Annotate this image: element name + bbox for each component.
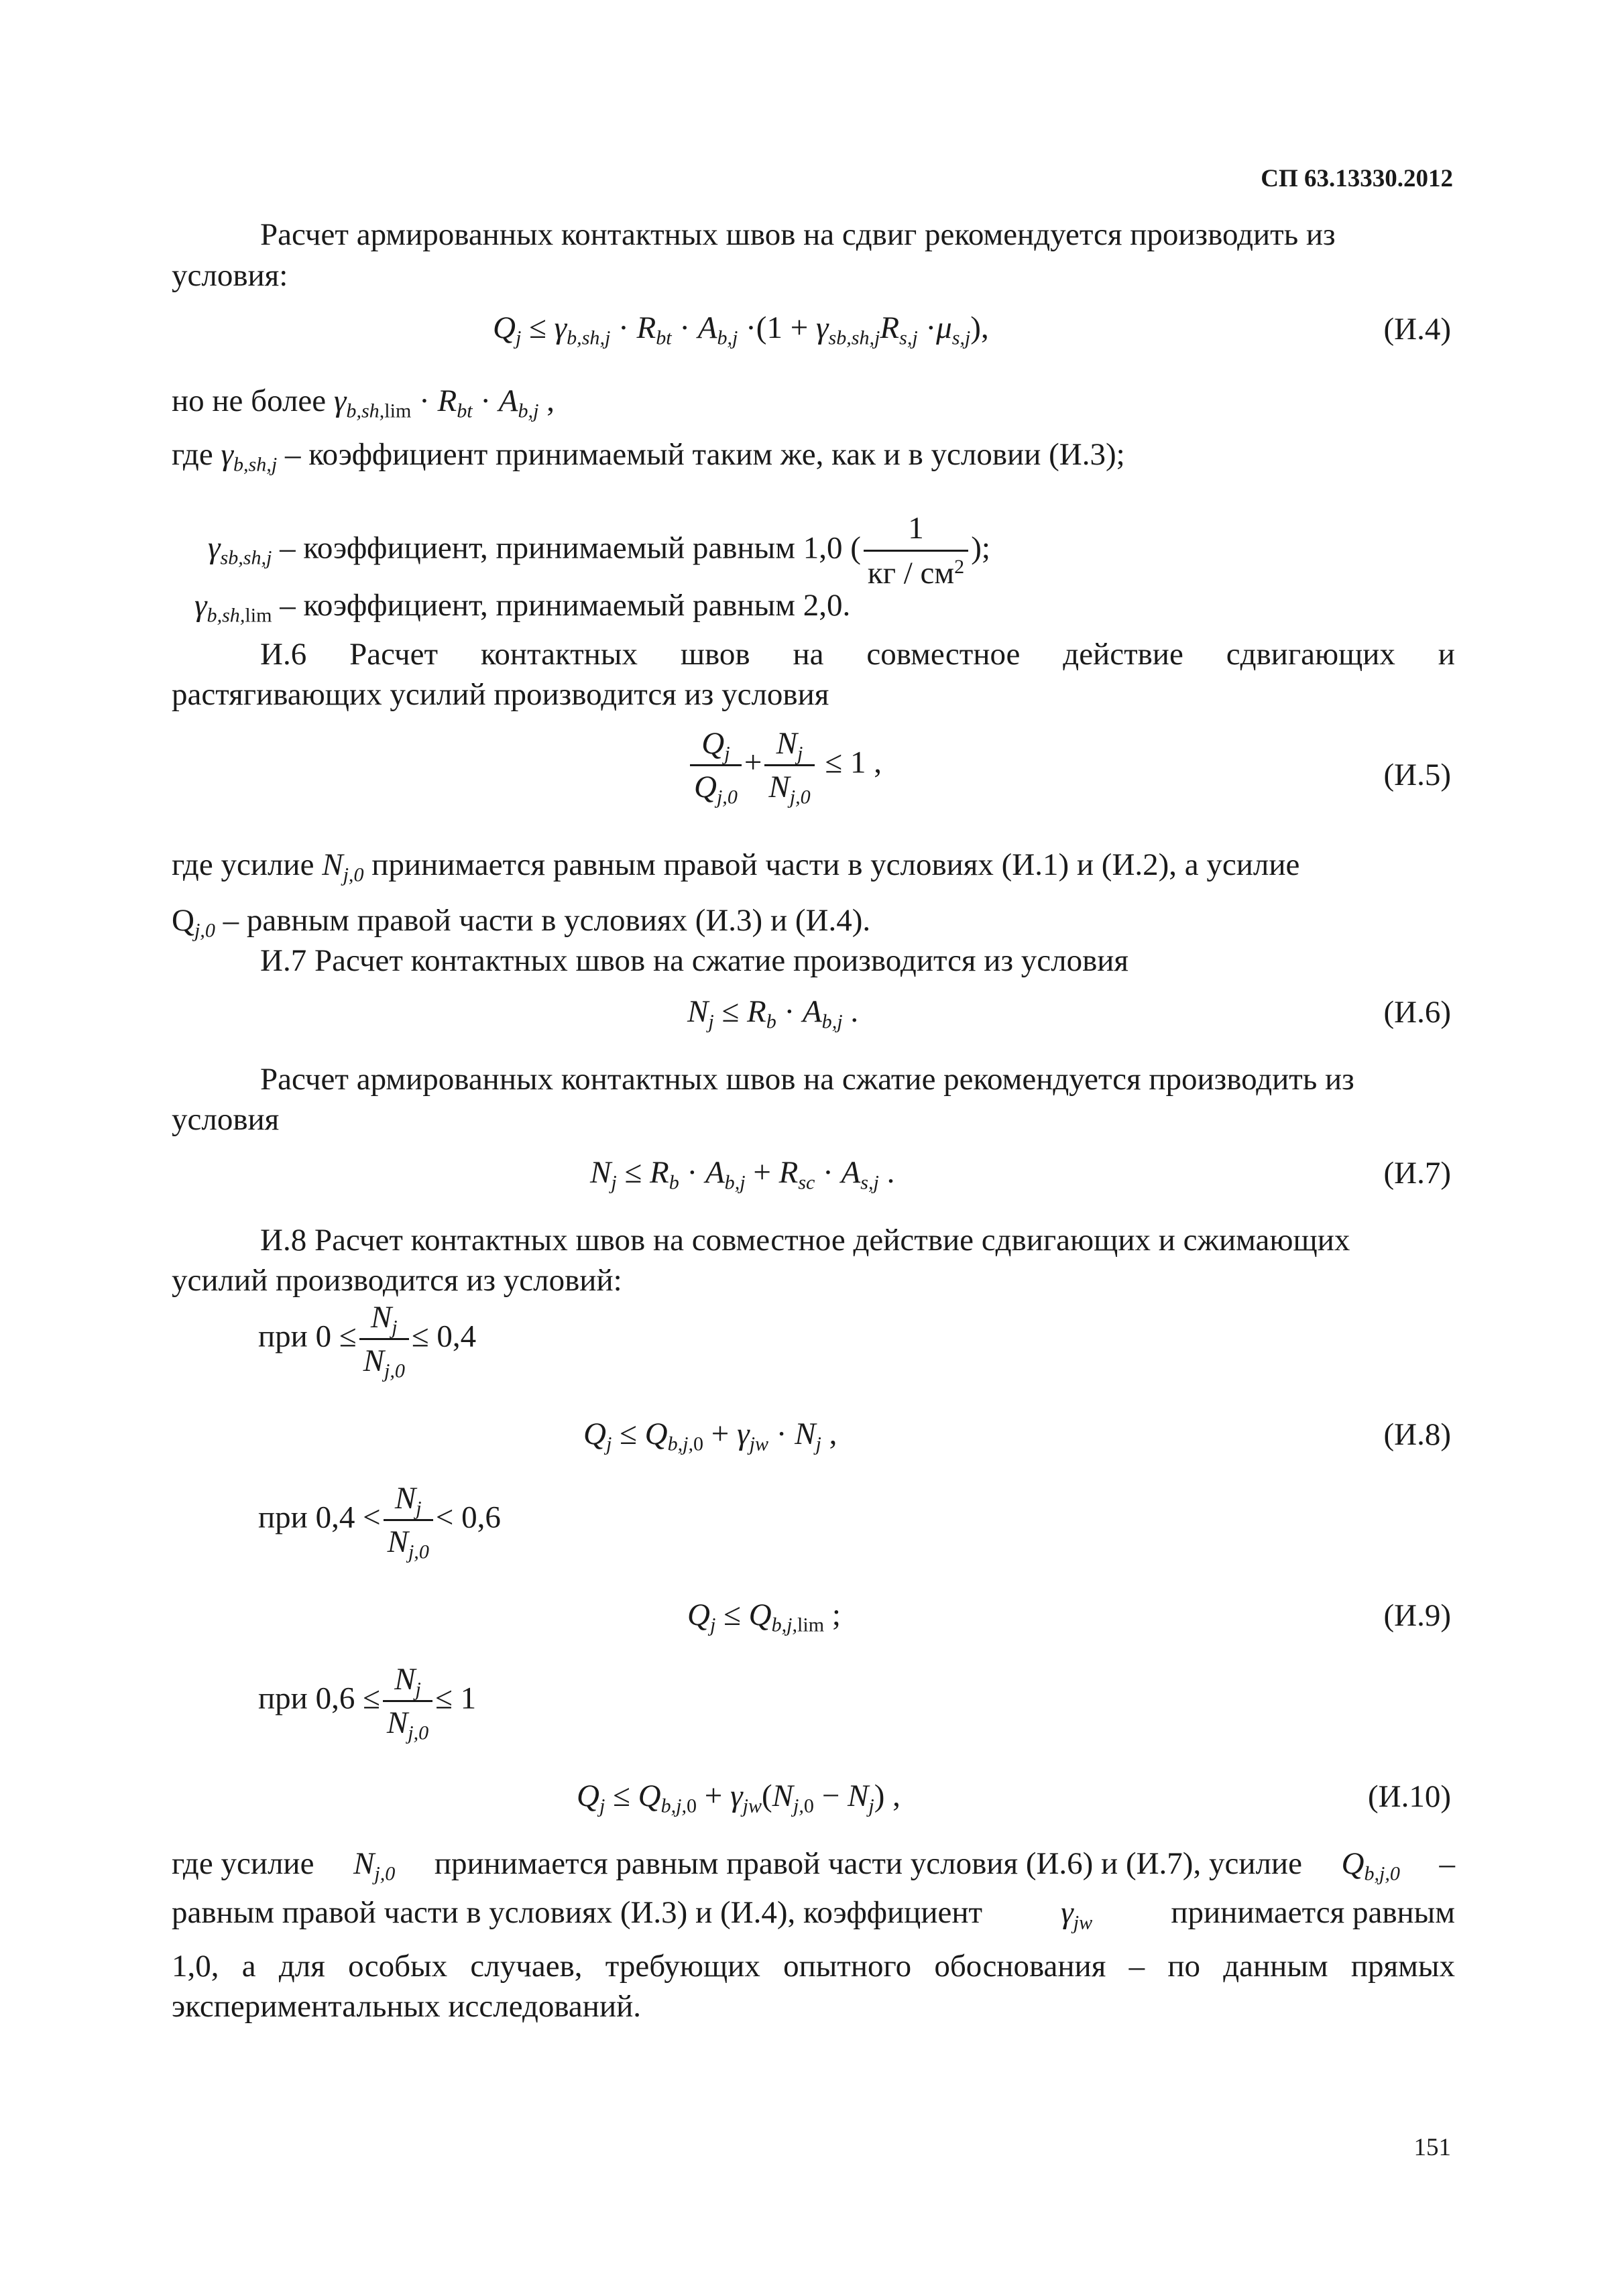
intro-line-1: Расчет армированных контактных швов на сдвиг рекомендуется производить из: [260, 217, 1336, 252]
condition-2: [258, 1480, 501, 1563]
condition-at: при: [258, 1500, 308, 1535]
condition-left: 0,4 <: [315, 1500, 381, 1535]
gamma-b-description: – коэффициент принимаемый таким же, как и в условии (И.3);: [284, 437, 1125, 472]
q-subscript: j,0: [194, 918, 215, 942]
equation-label-i5: (И.5): [1383, 758, 1451, 792]
where-text: где: [172, 437, 213, 472]
para-i6-word: швов: [680, 637, 750, 672]
gamma-lim-description: – коэффициент, принимаемый равным 2,0.: [280, 588, 851, 623]
final-para-line-4: экспериментальных исследований.: [172, 1989, 641, 2024]
para-i6-word: на: [793, 637, 824, 672]
unit-denominator: кг / $см^2$: [867, 554, 965, 591]
condition-1: [258, 1299, 477, 1382]
page-number: 151: [1413, 2134, 1451, 2161]
formula-i7: $N_j \le R_b \cdot A_{b,j} + R_{sc} \cdot A_{s,j}$ .: [590, 1155, 895, 1194]
para-i7: И.7 Расчет контактных швов на сжатие производится из условия: [260, 943, 1129, 978]
gamma-sb-description: – коэффициент, принимаемый равным 1,0 (: [280, 530, 861, 566]
formula-i6: $N_j \le R_b \cdot A_{b,j}$ .: [687, 994, 859, 1033]
symbol-n-j0: $N_{j,0}$: [353, 1846, 396, 1885]
condition-left: 0,6 ≤: [315, 1681, 380, 1716]
unit-fraction: [864, 509, 968, 592]
definition-gamma-lim: $\gamma_{b,sh,lim}$ – коэффициент, принимаемый равным 2,0.: [194, 588, 851, 627]
para-i6-line-2: растягивающих усилий производится из условия: [172, 677, 829, 712]
para-i6-word: и: [1438, 637, 1455, 672]
force-description: принимается равным правой части в условиях (И.1) и (И.2), а усилие: [371, 847, 1300, 882]
formula-i5: $\frac{Q_j}{Q_{j,0}}$ + $\frac{N_j}{N_{j,0}}$ ≤ 1 ,: [687, 725, 882, 805]
formula-i9: $Q_j \le Q_{b,j,lim}$ ;: [687, 1597, 841, 1636]
where-force-text: где усилие: [172, 847, 314, 882]
document-code: СП 63.13330.2012: [1261, 165, 1453, 192]
formula-i8: $Q_j \le Q_{b,j,0} + \gamma_{jw} \cdot N_j$ ,: [583, 1416, 837, 1455]
condition-left: 0 ≤: [315, 1319, 357, 1354]
para-reinf-line-2: условия: [172, 1102, 280, 1137]
para-after-i5-line-2: [172, 902, 871, 942]
para-i6-word: Расчет: [349, 637, 439, 672]
final-accepted-text: принимается равным: [1171, 1895, 1455, 1930]
symbol-q-bj0: $Q_{b,j,0}$: [1341, 1846, 1400, 1885]
para-reinf-line-1: Расчет армированных контактных швов на сжатие рекомендуется производить из: [260, 1062, 1354, 1097]
symbol-gamma-jw: $\gamma_{jw}$: [1061, 1895, 1093, 1934]
condition-at: при: [258, 1681, 308, 1716]
condition-3: [258, 1661, 477, 1744]
final-dash: –: [1439, 1846, 1455, 1881]
condition-right: ≤ 1: [435, 1681, 477, 1716]
final-force-description: принимается равным правой части условия (И.6) и (И.7), усилие: [434, 1846, 1302, 1881]
para-after-i5-line-1: где усилие $N_{j,0}$ принимается равным правой части в условиях (И.1) и (И.2), а усилие: [172, 847, 1300, 886]
para-i6-word: сдвигающих: [1226, 637, 1395, 672]
unit-close: );: [971, 530, 990, 566]
unit-denominator-text: кг / см: [867, 556, 955, 591]
final-coefficient-text: равным правой части в условиях (И.3) и (И.4), коэффициент: [172, 1895, 983, 1930]
para-i6-word: И.6: [260, 637, 307, 672]
no-more-line: но не более $\gamma_{b,sh,lim} \cdot R_{bt} \cdot A_{b,j}$ ,: [172, 383, 555, 422]
para-i6-word: контактных: [480, 637, 638, 672]
no-more-text: но не более: [172, 383, 327, 418]
condition-fraction: $\frac{N_j}{N_{j,0}}$: [384, 1480, 433, 1560]
equation-label-i9: (И.9): [1383, 1598, 1451, 1633]
unit-numerator: 1: [864, 509, 968, 552]
formula-i10: $Q_j \le Q_{b,j,0} + \gamma_{jw}(N_{j,0} - N_j)$ ,: [577, 1778, 901, 1817]
q-symbol: Q: [172, 903, 194, 938]
final-para-line-1: [172, 1845, 1455, 1885]
condition-right: < 0,6: [435, 1500, 501, 1535]
final-para-line-2: [172, 1894, 1455, 1934]
condition-fraction: $\frac{N_j}{N_{j,0}}$: [359, 1299, 409, 1379]
para-i6-word: совместное: [866, 637, 1021, 672]
equation-label-i10: (И.10): [1368, 1779, 1451, 1814]
para-i8-line-2: усилий производится из условий:: [172, 1263, 622, 1298]
para-i8-line-1: И.8 Расчет контактных швов на совместное действие сдвигающих и сжимающих: [260, 1223, 1350, 1258]
final-where-text: где усилие: [172, 1846, 314, 1881]
condition-right: ≤ 0,4: [411, 1319, 477, 1354]
condition-at: при: [258, 1319, 308, 1354]
definition-gamma-b: где $\gamma_{b,sh,j}$ – коэффициент принимаемый таким же, как и в условии (И.3);: [172, 437, 1125, 476]
equation-label-i8: (И.8): [1383, 1417, 1451, 1452]
definition-gamma-sb: $\gamma_{sb,sh,j}$ – коэффициент, принимаемый равным 1,0 ( $\frac{1}{кг / см^2}$ );: [208, 511, 990, 591]
para-i6-line-1: [260, 636, 1455, 673]
condition-fraction: $\frac{N_j}{N_{j,0}}$: [383, 1661, 432, 1741]
equation-label-i6: (И.6): [1383, 995, 1451, 1030]
equation-label-i7: (И.7): [1383, 1156, 1451, 1191]
para-i6-word: действие: [1063, 637, 1183, 672]
equation-label-i4: (И.4): [1383, 312, 1451, 347]
fraction-n: $\frac{N_j}{N_{j,0}}$: [764, 725, 814, 805]
q-description: – равным правой части в условиях (И.3) и (И.4).: [215, 903, 871, 938]
intro-line-2: условия:: [172, 258, 288, 293]
fraction-q: $\frac{Q_j}{Q_{j,0}}$: [690, 725, 742, 805]
formula-i4: $Q_j \le \gamma_{b,sh,j} \cdot R_{bt} \cdot A_{b,j} \cdot(1 + \gamma_{sb,sh,j}R_{s,j} \cdot\mu_{s,j})$,: [493, 310, 989, 349]
final-para-line-3: 1,0, а для особых случаев, требующих опытного обоснования – по данным прямых: [172, 1949, 1455, 1984]
